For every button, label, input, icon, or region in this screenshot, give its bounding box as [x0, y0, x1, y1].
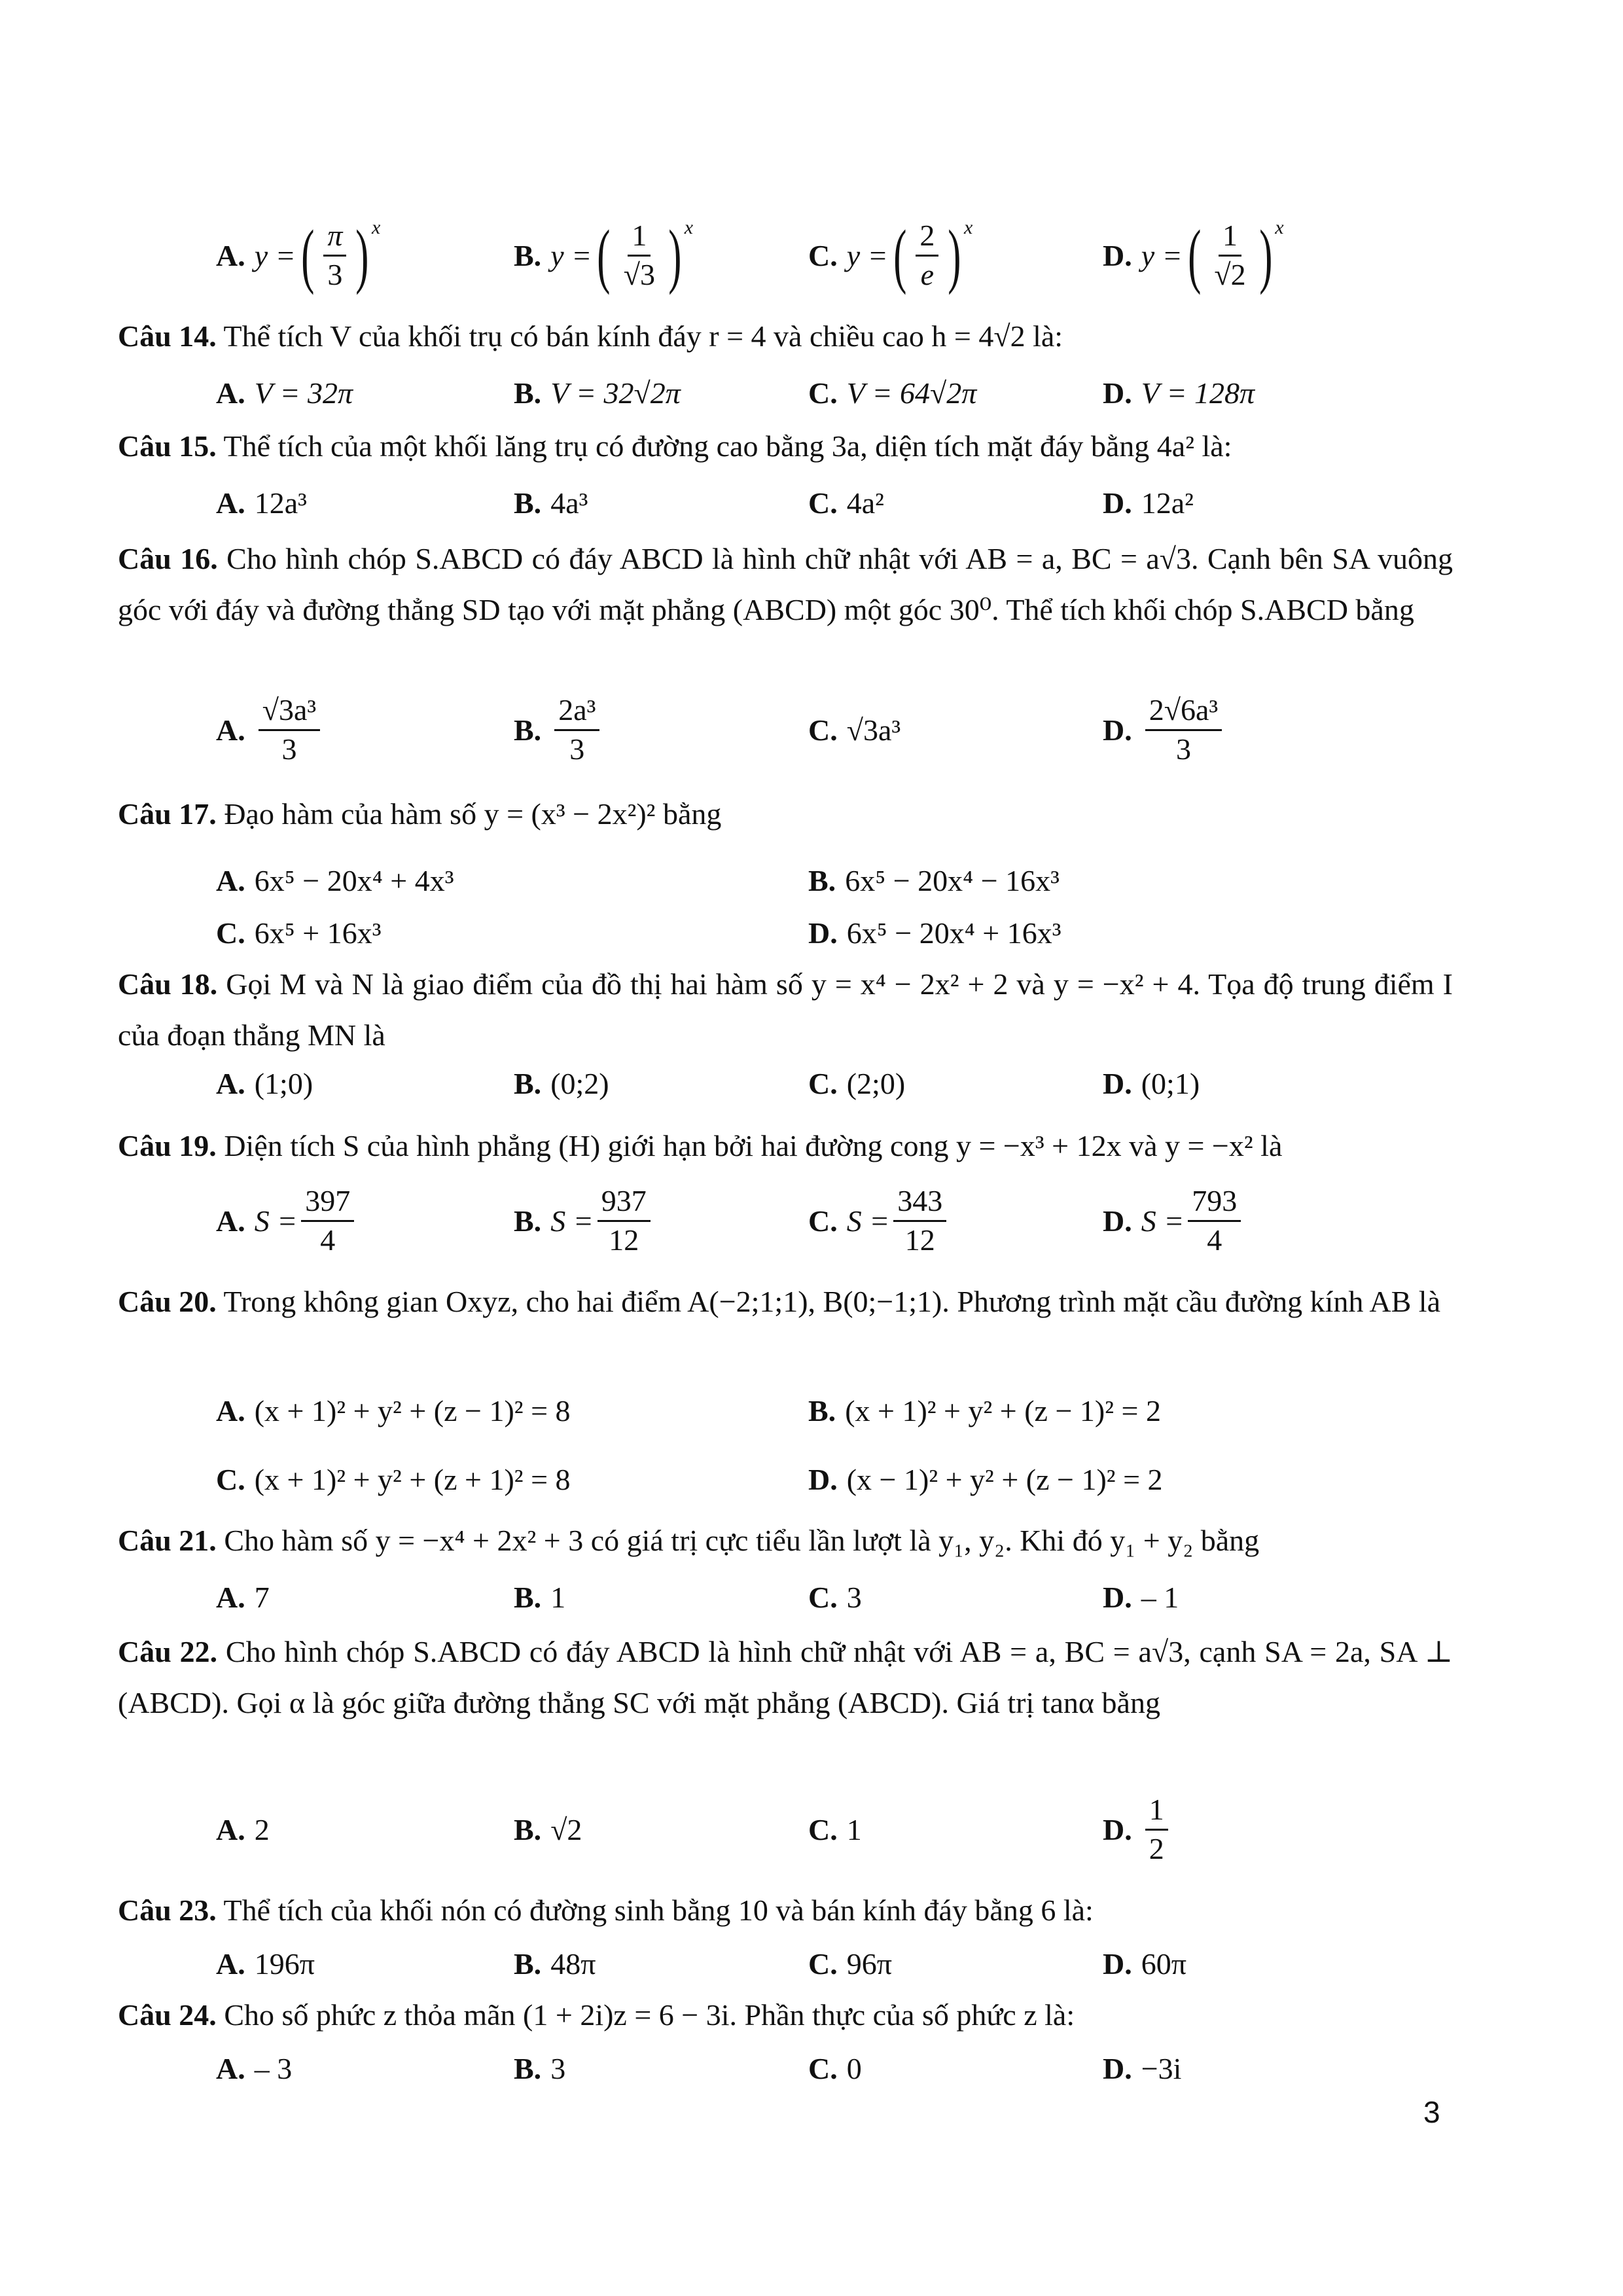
question-text: Cho hàm số y = −x⁴ + 2x² + 3 có giá trị cực tiểu lần lượt là y₁, y₂. Khi đó y₁ + y₂ bằng	[224, 1524, 1260, 1557]
q23-option-a	[216, 1934, 315, 1993]
question-14	[118, 311, 1453, 362]
fraction-denominator: 3	[327, 257, 343, 291]
fraction-denominator: 3	[281, 732, 297, 766]
option-value: 3	[846, 1580, 862, 1614]
q15-options	[216, 473, 1459, 532]
fraction-denominator: 3	[1175, 732, 1191, 766]
exponent: x	[963, 217, 973, 238]
option-value: 6x⁵ + 16x³	[254, 916, 382, 950]
right-paren: )	[948, 215, 961, 295]
option-key: A.	[216, 1066, 245, 1100]
q15-option-b	[514, 473, 588, 532]
option-value: – 3	[254, 2051, 293, 2085]
option-value: (2;0)	[846, 1066, 906, 1100]
q13-option-a	[216, 216, 380, 295]
fraction	[323, 220, 346, 291]
question-15	[118, 421, 1453, 472]
option-value: 6x⁵ − 20x⁴ + 16x³	[846, 916, 1061, 950]
question-text: Cho hình chóp S.ABCD có đáy ABCD là hình chữ nhật với AB = a, BC = a√3. Cạnh bên SA vuông góc với đáy và đường thẳng SD tạo với mặt phẳng (ABCD) một góc 30⁰. Thể tích khối chóp S.ABCD bằng	[118, 542, 1454, 626]
option-value: V = 128π	[1141, 376, 1255, 410]
q17-option-c	[216, 903, 382, 962]
fraction	[916, 220, 938, 291]
option-key: C.	[808, 1580, 838, 1614]
question-22	[118, 1626, 1453, 1729]
option-value: 12a³	[254, 486, 307, 520]
right-paren: )	[1258, 215, 1272, 295]
option-value: (0;2)	[550, 1066, 609, 1100]
question-label: Câu 23.	[118, 1893, 217, 1927]
option-key: A.	[216, 1580, 245, 1614]
q16-option-c	[808, 687, 901, 772]
fraction-numerator: 343	[893, 1185, 946, 1221]
q23-option-b	[514, 1934, 596, 1993]
option-value: 6x⁵ − 20x⁴ + 4x³	[254, 863, 454, 897]
option-key: D.	[1103, 1812, 1132, 1846]
fraction	[1210, 220, 1249, 291]
option-lhs: S =	[550, 1204, 594, 1238]
option-key: C.	[808, 1204, 838, 1238]
fraction-denominator: 12	[904, 1223, 935, 1257]
q20-option-c	[216, 1450, 571, 1509]
option-key: C.	[808, 713, 838, 747]
option-value: (x + 1)² + y² + (z − 1)² = 2	[845, 1393, 1161, 1427]
fraction-denominator: 2	[1149, 1831, 1164, 1865]
question-text: Thể tích V của khối trụ có bán kính đáy r = 4 và chiều cao h = 4√2 là:	[223, 319, 1063, 353]
q16-option-b	[514, 687, 603, 772]
option-value: 4a²	[846, 486, 884, 520]
question-24	[118, 1990, 1453, 2041]
question-label: Câu 22.	[118, 1635, 218, 1668]
q14-option-c	[808, 363, 976, 422]
option-key: B.	[514, 1204, 542, 1238]
option-value: (x − 1)² + y² + (z − 1)² = 2	[846, 1462, 1163, 1496]
option-lhs: y =	[1141, 238, 1183, 272]
q21-options	[216, 1568, 1459, 1626]
option-key: D.	[1103, 1580, 1132, 1614]
question-text: Thể tích của một khối lăng trụ có đường cao bằng 3a, diện tích mặt đáy bằng 4a² là:	[223, 429, 1232, 463]
option-value: 1	[846, 1812, 862, 1846]
q18-option-c	[808, 1054, 905, 1113]
q24-option-c	[808, 2039, 862, 2098]
q19-option-b	[514, 1178, 654, 1263]
q23-option-d	[1103, 1934, 1186, 1993]
q21-option-b	[514, 1568, 565, 1626]
option-key: A.	[216, 713, 245, 747]
fraction-numerator: 397	[301, 1185, 354, 1221]
right-paren: )	[668, 215, 682, 295]
left-paren: (	[1187, 215, 1202, 295]
option-key: A.	[216, 2051, 245, 2085]
q17-options-row2	[216, 903, 1459, 962]
fraction-denominator: 12	[609, 1223, 639, 1257]
fraction-numerator: 2	[916, 220, 938, 256]
left-paren: (	[893, 215, 907, 295]
option-value: 6x⁵ − 20x⁴ − 16x³	[845, 863, 1060, 897]
option-value: (x + 1)² + y² + (z − 1)² = 8	[254, 1393, 571, 1427]
q14-option-d	[1103, 363, 1255, 422]
option-lhs: S =	[846, 1204, 890, 1238]
q22-options	[216, 1787, 1459, 1872]
q15-option-a	[216, 473, 307, 532]
option-key: A.	[216, 1812, 245, 1846]
option-key: B.	[808, 1393, 836, 1427]
fraction-numerator: √3a³	[259, 694, 320, 730]
q16-options	[216, 687, 1459, 772]
option-key: D.	[1103, 486, 1132, 520]
option-value: 60π	[1141, 1946, 1186, 1981]
option-value: √2	[550, 1812, 582, 1846]
option-value: (0;1)	[1141, 1066, 1200, 1100]
option-value: V = 32π	[254, 376, 353, 410]
option-key: B.	[514, 486, 542, 520]
option-key: D.	[1103, 713, 1132, 747]
option-key: B.	[514, 1066, 542, 1100]
question-label: Câu 20.	[118, 1285, 217, 1318]
option-value: V = 32√2π	[550, 376, 681, 410]
q13-options	[216, 216, 1459, 295]
question-text: Gọi M và N là giao điểm của đồ thị hai hàm số y = x⁴ − 2x² + 2 và y = −x² + 4. Tọa độ trung điểm I của đoạn thẳng MN là	[118, 967, 1453, 1052]
option-value: 12a²	[1141, 486, 1194, 520]
question-label: Câu 19.	[118, 1129, 217, 1162]
option-value: (x + 1)² + y² + (z + 1)² = 8	[254, 1462, 571, 1496]
question-17	[118, 789, 1453, 840]
fraction	[554, 694, 599, 765]
q19-option-c	[808, 1178, 950, 1263]
fraction-denominator: 3	[569, 732, 585, 766]
option-key: B.	[808, 863, 836, 897]
question-text: Đạo hàm của hàm số y = (x³ − 2x²)² bằng	[224, 797, 722, 831]
q20-options-row2	[216, 1450, 1459, 1509]
option-value: 48π	[550, 1946, 596, 1981]
question-label: Câu 14.	[118, 319, 217, 353]
q23-option-c	[808, 1934, 892, 1993]
q14-option-a	[216, 363, 353, 422]
q19-options	[216, 1178, 1459, 1263]
fraction-numerator: 793	[1188, 1185, 1241, 1221]
q20-option-d	[808, 1450, 1163, 1509]
q13-option-d	[1103, 216, 1284, 295]
option-lhs: y =	[254, 238, 296, 272]
option-lhs: y =	[550, 238, 592, 272]
q18-options	[216, 1054, 1459, 1113]
option-key: D.	[808, 916, 838, 950]
option-value: 2	[254, 1812, 270, 1846]
fraction-numerator: 2a³	[554, 694, 599, 730]
question-21	[118, 1515, 1453, 1566]
q24-option-d	[1103, 2039, 1181, 2098]
option-value: 4a³	[550, 486, 588, 520]
q23-options	[216, 1934, 1459, 1993]
q15-option-d	[1103, 473, 1194, 532]
fraction	[893, 1185, 946, 1256]
option-key: D.	[1103, 2051, 1132, 2085]
option-value: (1;0)	[254, 1066, 313, 1100]
option-lhs: y =	[846, 238, 888, 272]
fraction-denominator: e	[920, 257, 935, 291]
q18-option-a	[216, 1054, 313, 1113]
question-18	[118, 959, 1453, 1061]
option-value: – 1	[1141, 1580, 1179, 1614]
fraction-numerator: 937	[597, 1185, 651, 1221]
option-lhs: S =	[254, 1204, 298, 1238]
option-key: A.	[216, 1393, 245, 1427]
question-text: Cho hình chóp S.ABCD có đáy ABCD là hình chữ nhật với AB = a, BC = a√3, cạnh SA = 2a, SA ⊥ (ABCD). Gọi α là góc giữa đường thẳng SC với mặt phẳng (ABCD). Giá trị tanα bằng	[118, 1635, 1454, 1719]
question-label: Câu 16.	[118, 542, 218, 575]
option-lhs: S =	[1141, 1204, 1185, 1238]
q21-option-a	[216, 1568, 270, 1626]
option-key: C.	[216, 916, 245, 950]
option-value: 96π	[846, 1946, 892, 1981]
question-16	[118, 533, 1453, 636]
fraction-numerator: 1	[628, 220, 651, 256]
option-key: D.	[1103, 376, 1132, 410]
q22-option-d	[1103, 1787, 1172, 1872]
q13-option-c	[808, 216, 972, 295]
option-value: 7	[254, 1580, 270, 1614]
option-key: B.	[514, 376, 542, 410]
option-key: C.	[808, 486, 838, 520]
question-label: Câu 15.	[118, 429, 217, 463]
left-paren: (	[300, 215, 315, 295]
option-key: C.	[808, 1812, 838, 1846]
fraction-denominator: 4	[1207, 1223, 1222, 1257]
fraction	[620, 220, 659, 291]
option-key: C.	[808, 2051, 838, 2085]
option-value: 196π	[254, 1946, 315, 1981]
question-label: Câu 17.	[118, 797, 217, 831]
left-paren: (	[597, 215, 611, 295]
question-text: Cho số phức z thỏa mãn (1 + 2i)z = 6 − 3i. Phần thực của số phức z là:	[224, 1998, 1075, 2032]
q19-option-a	[216, 1178, 358, 1263]
fraction-numerator: 1	[1145, 1794, 1168, 1830]
q17-options-row1	[216, 851, 1459, 910]
question-19	[118, 1121, 1453, 1172]
q18-option-d	[1103, 1054, 1200, 1113]
option-key: A.	[216, 1946, 245, 1981]
option-key: C.	[216, 1462, 245, 1496]
option-key: A.	[216, 376, 245, 410]
fraction	[1145, 1794, 1168, 1865]
right-paren: )	[355, 215, 369, 295]
option-key: D.	[1103, 1204, 1132, 1238]
q13-option-b	[514, 216, 693, 295]
exponent: x	[684, 217, 694, 238]
option-key: B.	[514, 713, 542, 747]
option-key: C.	[808, 376, 838, 410]
q22-option-c	[808, 1787, 862, 1872]
fraction	[1145, 694, 1222, 765]
option-key: A.	[216, 1204, 245, 1238]
q17-option-b	[808, 851, 1060, 910]
option-key: C.	[808, 1066, 838, 1100]
fraction-numerator: π	[323, 220, 346, 256]
option-key: B.	[514, 238, 542, 272]
q21-option-c	[808, 1568, 862, 1626]
fraction-denominator: √2	[1214, 257, 1246, 291]
fraction-numerator: 1	[1219, 220, 1241, 256]
option-key: A.	[216, 863, 245, 897]
question-label: Câu 18.	[118, 967, 218, 1001]
q24-options	[216, 2039, 1459, 2098]
fraction-denominator: 4	[320, 1223, 336, 1257]
question-text: Diện tích S của hình phẳng (H) giới hạn bởi hai đường cong y = −x³ + 12x và y = −x² là	[224, 1129, 1283, 1162]
page-number: 3	[1423, 2095, 1440, 2129]
option-value: 3	[550, 2051, 566, 2085]
q16-option-d	[1103, 687, 1226, 772]
option-key: D.	[1103, 1066, 1132, 1100]
exponent: x	[1275, 217, 1284, 238]
option-key: D.	[1103, 1946, 1132, 1981]
option-key: B.	[514, 1946, 542, 1981]
fraction	[301, 1185, 354, 1256]
fraction-denominator: √3	[623, 257, 656, 291]
option-value: 1	[550, 1580, 566, 1614]
option-key: A.	[216, 238, 245, 272]
option-key: C.	[808, 1946, 838, 1981]
option-value: −3i	[1141, 2051, 1182, 2085]
q21-option-d	[1103, 1568, 1179, 1626]
q17-option-a	[216, 851, 454, 910]
q22-option-b	[514, 1787, 582, 1872]
option-key: B.	[514, 1580, 542, 1614]
question-text: Thể tích của khối nón có đường sinh bằng 10 và bán kính đáy bằng 6 là:	[223, 1893, 1094, 1927]
q16-option-a	[216, 687, 324, 772]
option-key: B.	[514, 2051, 542, 2085]
q22-option-a	[216, 1787, 270, 1872]
q24-option-a	[216, 2039, 292, 2098]
option-value: V = 64√2π	[846, 376, 977, 410]
option-value: √3a³	[846, 713, 901, 747]
q14-options	[216, 363, 1459, 422]
q17-option-d	[808, 903, 1061, 962]
option-key: D.	[1103, 238, 1132, 272]
question-23	[118, 1885, 1453, 1936]
q24-option-b	[514, 2039, 565, 2098]
option-key: D.	[808, 1462, 838, 1496]
fraction	[1188, 1185, 1241, 1256]
question-label: Câu 24.	[118, 1998, 217, 2032]
q15-option-c	[808, 473, 884, 532]
option-key: B.	[514, 1812, 542, 1846]
option-key: A.	[216, 486, 245, 520]
exponent: x	[372, 217, 381, 238]
fraction	[259, 694, 320, 765]
q19-option-d	[1103, 1178, 1245, 1263]
q20-option-a	[216, 1381, 571, 1440]
question-20	[118, 1276, 1453, 1327]
question-label: Câu 21.	[118, 1524, 217, 1557]
option-key: C.	[808, 238, 838, 272]
q20-options-row1	[216, 1381, 1459, 1440]
q18-option-b	[514, 1054, 609, 1113]
question-text: Trong không gian Oxyz, cho hai điểm A(−2;1;1), B(0;−1;1). Phương trình mặt cầu đường kính AB là	[223, 1285, 1440, 1318]
q20-option-b	[808, 1381, 1161, 1440]
fraction	[597, 1185, 651, 1256]
fraction-numerator: 2√6a³	[1145, 694, 1222, 730]
option-value: 0	[846, 2051, 862, 2085]
q14-option-b	[514, 363, 681, 422]
